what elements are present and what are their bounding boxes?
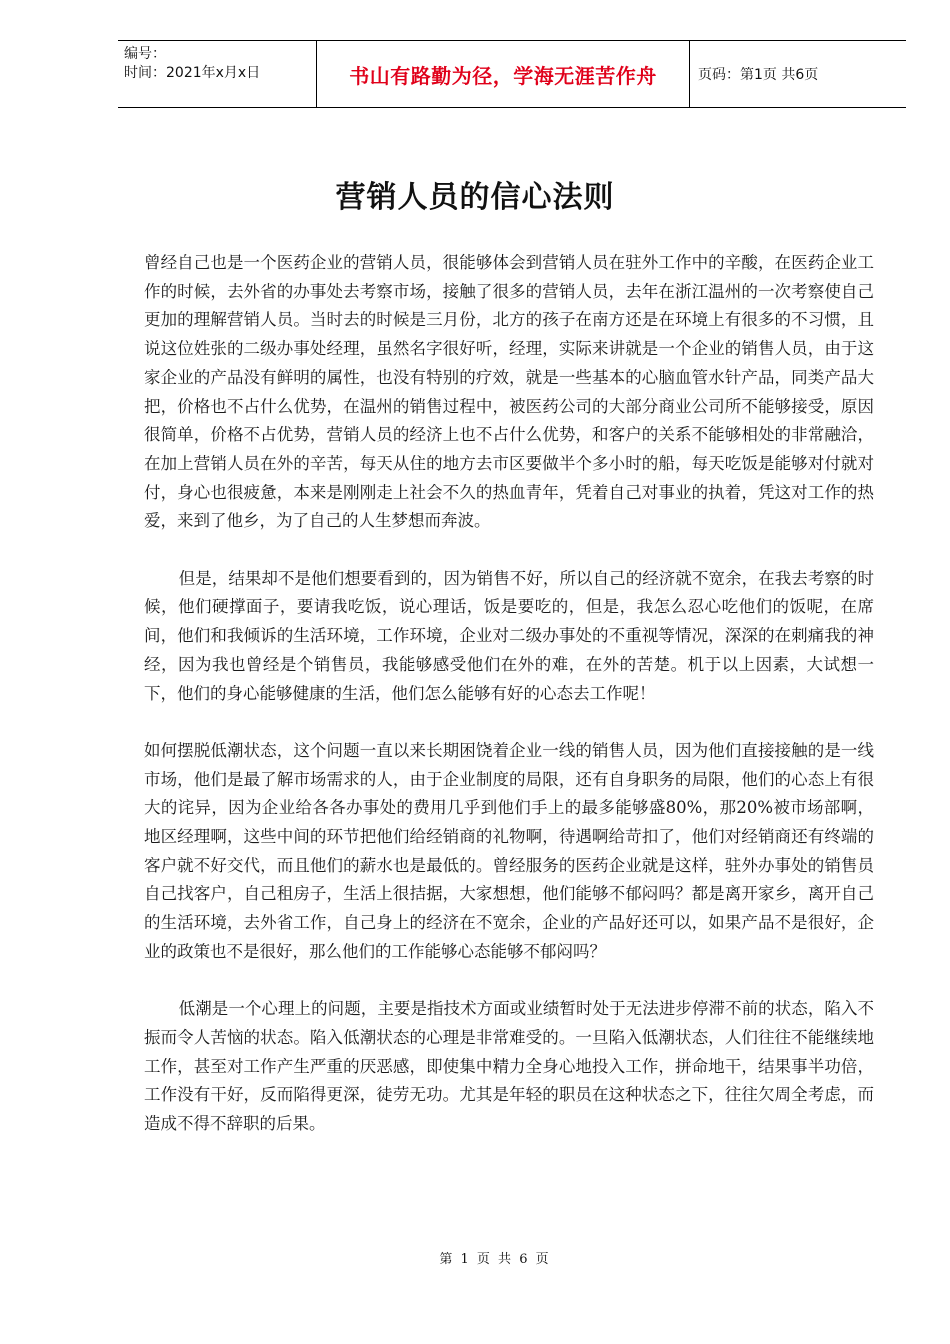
paragraph: 如何摆脱低潮状态，这个问题一直以来长期困饶着企业一线的销售人员，因为他们直接接触的是一线市场，他们是最了解市场需求的人，由于企业制度的局限，还有自身职务的局限，他们的心态上有很大的诧异，因为企业给各各办事处的费用几乎到他们手上的最多能够盛80%，那20%被市场部啊，地区经理啊，这些中间的环节把他们给经销商的礼物啊，待遇啊给苛扣了，他们对经销商还有终端的客户就不好交代，而且他们的薪水也是最低的。曾经服务的医药企业就是这样，驻外办事处的销售员自己找客户，自己租房子，生活上很拮据，大家想想，他们能够不郁闷吗？都是离开家乡，离开自己的生活环境，去外省工作，自己身上的经济在不宽余，企业的产品好还可以，如果产品不是很好，企业的政策也不是很好，那么他们的工作能够心态能够不郁闷吗？ — [144, 740, 874, 961]
paragraph: 曾经自己也是一个医药企业的营销人员，很能够体会到营销人员在驻外工作中的辛酸，在医药企业工作的时候，去外省的办事处去考察市场，接触了很多的营销人员，去年在浙江温州的一次考察使自己更加的理解营销人员。当时去的时候是三月份，北方的孩子在南方还是在环境上有很多的不习惯，且说这位姓张的二级办事处经理，虽然名字很好听，经理，实际来讲就是一个企业的销售人员，由于这家企业的产品没有鲜明的属性，也没有特别的疗效，就是一些基本的心脑血管水针产品，同类产品大把，价格也不占什么优势，在温州的销售过程中，被医药公司的大部分商业公司所不能够接受，原因很简单，价格不占优势，营销人员的经济上也不占什么优势，和客户的关系不能够相处的非常融洽，在加上营销人员在外的辛苦，每天从住的地方去市区要做半个多小时的船，每天吃饭是能够对付就对付，身心也很疲惫，本来是刚刚走上社会不久的热血青年，凭着自己对事业的执着，凭这对工作的热爱，来到了他乡，为了自己的人生梦想而奔波。 — [144, 253, 874, 531]
document-header — [118, 40, 906, 108]
document-body — [144, 249, 874, 1139]
header-page-info: 页码：第1页 共6页 — [698, 67, 819, 83]
header-motto: 书山有路勤为径，学海无涯苦作舟 — [316, 41, 690, 107]
document-time-label: 时间：2021年x月x日 — [124, 65, 261, 81]
document-title: 营销人员的信心法则 — [335, 180, 615, 215]
paragraph: 但是，结果却不是他们想要看到的，因为销售不好，所以自己的经济就不宽余，在我去考察的时候，他们硬撑面子，要请我吃饭，说心理话，饭是要吃的，但是，我怎么忍心吃他们的饭呢，在席间，他们和我倾诉的生活环境，工作环境，企业对二级办事处的不重视等情况，深深的在刺痛我的神经，因为我也曾经是个销售员，我能够感受他们在外的难，在外的苦楚。机于以上因素，大试想一下，他们的身心能够健康的生活，他们怎么能够有好的心态去工作呢！ — [144, 568, 874, 703]
header-meta — [118, 41, 316, 107]
document-number-label: 编号： — [124, 46, 166, 62]
page-footer: 第 1 页 共 6 页 — [439, 1252, 551, 1267]
paragraph: 低潮是一个心理上的问题，主要是指技术方面或业绩暂时处于无法进步停滞不前的状态，陷入不振而令人苦恼的状态。陷入低潮状态的心理是非常难受的。一旦陷入低潮状态，人们往往不能继续地工作，甚至对工作产生严重的厌恶感，即使集中精力全身心地投入工作，拼命地干，结果事半功倍，工作没有干好，反而陷得更深，徒劳无功。尤其是年轻的职员在这种状态之下，往往欠周全考虑，而造成不得不辞职的后果。 — [144, 999, 874, 1134]
